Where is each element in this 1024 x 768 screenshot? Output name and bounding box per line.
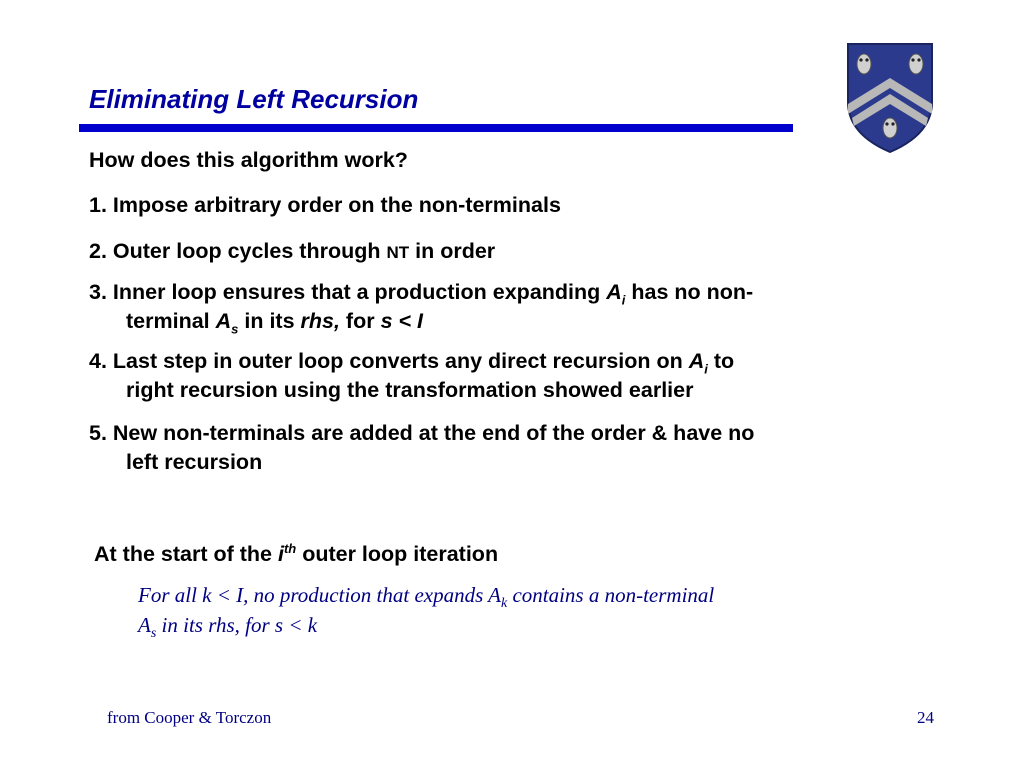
- step-5: 5. New non-terminals are added at the end of the order & have no: [89, 421, 755, 445]
- step-5-continued: left recursion: [126, 450, 263, 474]
- step-3: 3. Inner loop ensures that a production expanding $A_i$ has no non-: [89, 280, 754, 308]
- iteration-heading: At the start of the $i^{th}$ outer loop iteration: [94, 540, 499, 566]
- university-crest-owls-icon: [846, 42, 934, 154]
- step-4: 4. Last step in outer loop converts any direct recursion on $A_i$ to: [89, 349, 735, 377]
- invariant-line-1: For all k < I, no production that expands $A_k$ contains a non-terminal: [138, 583, 715, 612]
- slide-title: Eliminating Left Recursion: [89, 84, 419, 114]
- step-2: 2. Outer loop cycles through NT in order: [89, 239, 496, 263]
- step-1: 1. Impose arbitrary order on the non-terminals: [89, 193, 561, 217]
- step-4-continued: right recursion using the transformation showed earlier: [126, 378, 694, 402]
- footer-source: from Cooper & Torczon: [107, 708, 272, 727]
- intro-question: How does this algorithm work?: [89, 148, 408, 172]
- title-underline: [79, 124, 793, 132]
- page-number: 24: [917, 708, 934, 727]
- invariant-line-2: $A_s$ in its rhs, for s < k: [138, 613, 318, 642]
- step-3-continued: terminal $A_s$ in its rhs, for s < I: [126, 309, 423, 337]
